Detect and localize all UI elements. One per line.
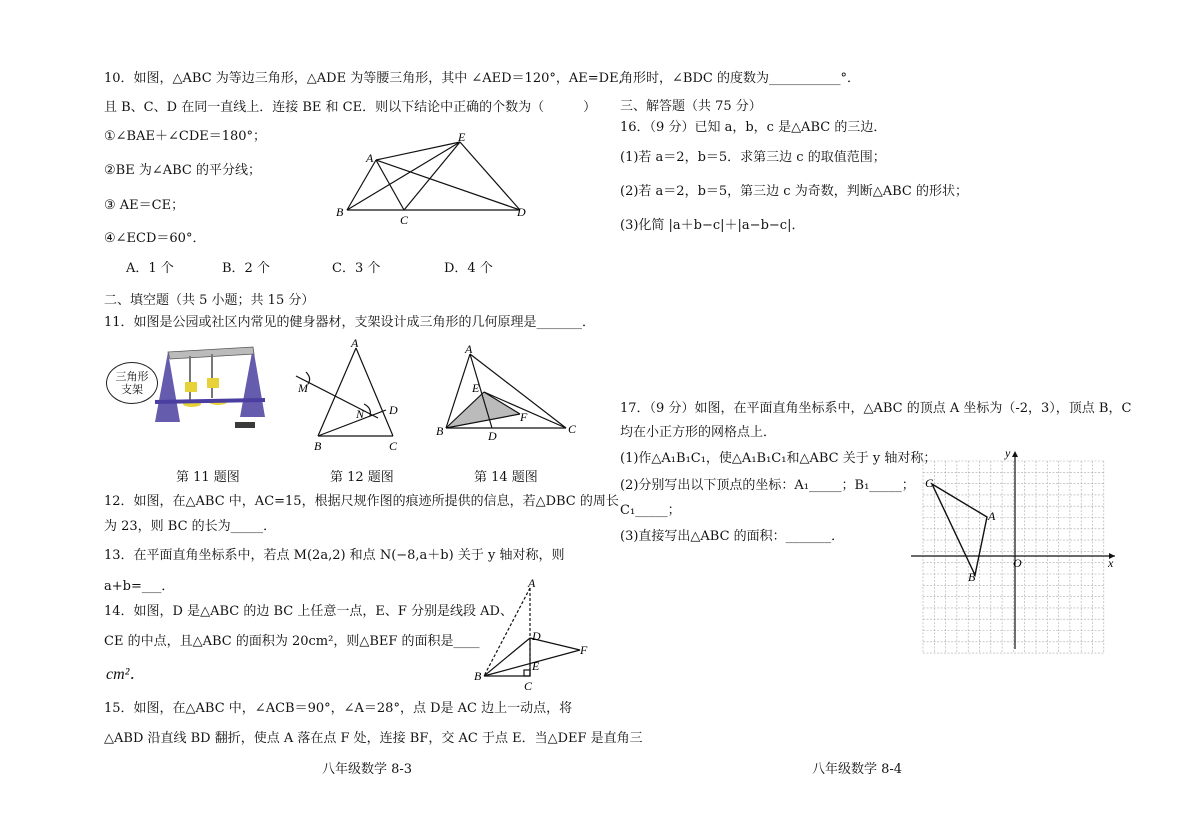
q10-figure <box>330 130 540 230</box>
q10-label-e: E <box>458 130 466 144</box>
q10-statement-1: ①∠BAE＋∠CDE＝180°； <box>104 129 267 144</box>
q10-label-c: C <box>400 213 409 227</box>
q12-label-n: N <box>356 407 365 421</box>
q14-top-label-c: C <box>568 422 577 436</box>
q14-line2: CE 的中点，且△ABC 的面积为 20cm²，则△BEF 的面积是____ <box>104 634 480 649</box>
grid-label-c: C <box>925 476 934 490</box>
q10-statement-2: ②BE 为∠ABC 的平分线； <box>104 163 261 178</box>
q16-head: 16．（9 分）已知 a，b，c 是△ABC 的三边． <box>620 120 887 135</box>
q14-top-label-a: A <box>465 342 473 356</box>
triangle-abc <box>932 484 987 575</box>
q12-label-d: D <box>389 403 398 417</box>
q14-figure <box>470 576 595 694</box>
bubble-line-2: 支架 <box>121 383 143 396</box>
q14-label-b: B <box>474 669 482 683</box>
q16-part-2: (2)若 a＝2，b＝5，第三边 c 为奇数，判断△ABC 的形状； <box>620 184 968 199</box>
q12-label-c: C <box>389 439 398 453</box>
grid-label-b: B <box>968 570 976 584</box>
q10-statement-3: ③ AE＝CE； <box>104 198 185 213</box>
q15-line1: 15．如图，在△ABC 中，∠ACB＝90°，∠A＝28°，点 D是 AC 边上一动点，将 <box>104 701 573 716</box>
caption-fig-11: 第 11 题图 <box>176 470 240 485</box>
q14-label-c: C <box>524 679 533 693</box>
q14-label-f: F <box>580 643 588 657</box>
q11-text: 11．如图是公园或社区内常见的健身器材，支架设计成三角形的几何原理是_______． <box>104 315 596 330</box>
q14-label-a: A <box>528 576 536 590</box>
q10-line2: 且 B、C、D 在同一直线上．连接 BE 和 CE．则以下结论中正确的个数为（ ） <box>104 100 597 115</box>
q15-line2: △ABD 沿直线 BD 翻折，使点 A 落在点 F 处，连接 BF，交 AC 于点 E．当△DEF 是直角三 <box>104 731 643 746</box>
bubble-line-1: 三角形 <box>115 370 149 383</box>
q17-part-1: (1)作△A₁B₁C₁，使△A₁B₁C₁和△ABC 关于 y 轴对称； <box>620 451 937 466</box>
q14-figure-top <box>432 340 582 445</box>
footer-left: 八年级数学 8-3 <box>322 762 413 777</box>
q10-option-a: A．1 个 <box>126 261 174 276</box>
fitness-equipment-image <box>150 342 270 437</box>
q10-option-c: C．3 个 <box>332 261 381 276</box>
q10-label-d: D <box>517 205 526 219</box>
q12-line1: 12．如图，在△ABC 中，AC=15，根据尺规作图的痕迹所提供的信息，若△DBC 的周长 <box>104 494 619 509</box>
q17-part-2: (2)分别写出以下顶点的坐标：A₁_____；B₁_____； <box>620 478 915 493</box>
q15-continuation: 角形时，∠BDC 的度数为___________°． <box>620 71 860 86</box>
q10-statement-4: ④∠ECD＝60°． <box>104 231 206 246</box>
q13-line2: a+b=___． <box>104 579 175 594</box>
q14-top-label-f: F <box>520 410 528 424</box>
q10-line1: 10．如图，△ABC 为等边三角形，△ADE 为等腰三角形，其中 ∠AED＝120°，AE=DE, <box>104 71 623 86</box>
q13-line1: 13．在平面直角坐标系中，若点 M(2a,2) 和点 N(−8,a＋b) 关于 y 轴对称，则 <box>104 548 565 563</box>
q17-coordinate-grid <box>905 445 1120 655</box>
x-axis-label: x <box>1108 556 1114 570</box>
q10-label-b: B <box>336 205 344 219</box>
q10-option-d: D．4 个 <box>444 261 493 276</box>
q17-line2: 均在小正方形的网格点上． <box>620 425 777 440</box>
y-axis-label: y <box>1005 446 1011 460</box>
caption-fig-12: 第 12 题图 <box>330 470 394 485</box>
q14-top-label-b: B <box>436 424 444 438</box>
q14-label-d: D <box>532 629 541 643</box>
y-axis-arrow <box>1012 451 1018 457</box>
section-3-heading: 三、解答题（共 75 分） <box>620 99 762 114</box>
q16-part-1: (1)若 a＝2，b＝5．求第三边 c 的取值范围； <box>620 150 886 165</box>
q16-part-3: (3)化简 |a＋b−c|＋|a−b−c|． <box>620 218 805 233</box>
q12-label-b: B <box>314 439 322 453</box>
caption-fig-14: 第 14 题图 <box>474 470 538 485</box>
q17-part-2-c1: C₁_____； <box>620 503 681 518</box>
section-2-heading: 二、填空题（共 5 小题；共 15 分） <box>104 293 315 308</box>
q14-line1: 14．如图，D 是△ABC 的边 BC 上任意一点，E、F 分别是线段 AD、 <box>104 604 513 619</box>
q14-label-e: E <box>532 659 540 673</box>
q10-option-b: B．2 个 <box>222 261 270 276</box>
q12-label-m: M <box>298 381 308 395</box>
q17-part-3: (3)直接写出△ABC 的面积：_______． <box>620 529 845 544</box>
q14-top-label-d: D <box>488 429 497 443</box>
q12-figure <box>288 336 413 456</box>
q12-label-a: A <box>351 336 359 350</box>
origin-label: O <box>1013 556 1022 570</box>
grid-label-a: A <box>988 509 996 523</box>
q10-label-a: A <box>366 151 374 165</box>
q14-top-label-e: E <box>472 381 480 395</box>
q17-line1: 17．（9 分）如图，在平面直角坐标系中，△ABC 的顶点 A 坐标为（-2，3），顶点 B，C <box>620 401 1132 416</box>
q12-line2: 为 23，则 BC 的长为_____． <box>104 519 277 534</box>
q14-line3: cm²． <box>106 666 146 683</box>
footer-right: 八年级数学 8-4 <box>812 762 903 777</box>
